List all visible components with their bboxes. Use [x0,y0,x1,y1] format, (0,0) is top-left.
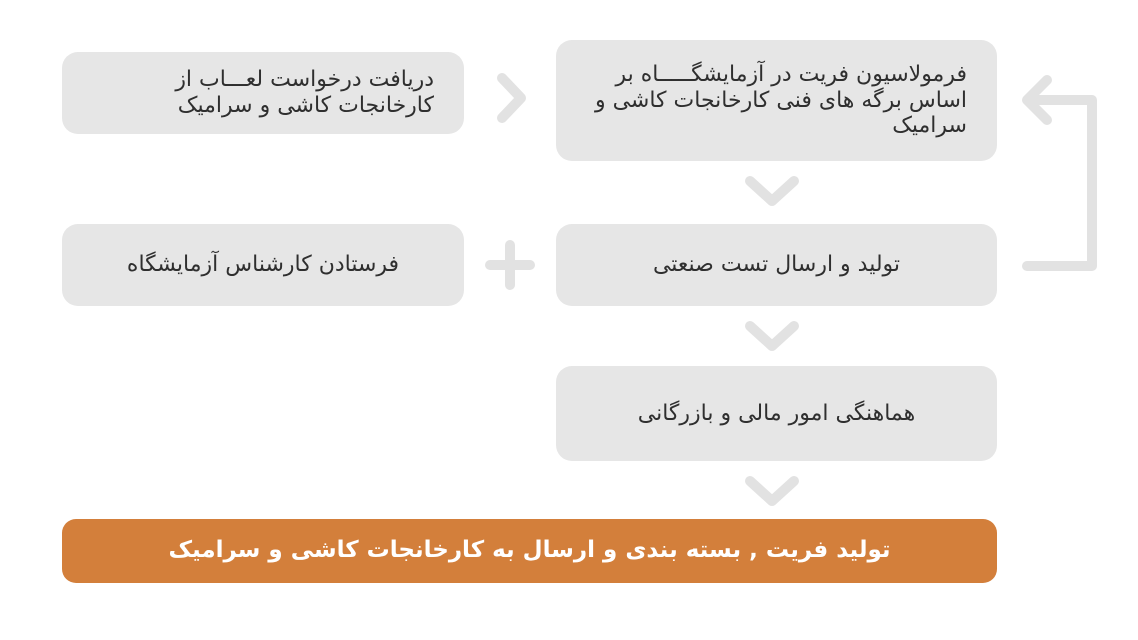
step-formulation-text: فرمولاسیون فریت در آزمایشگـــــاه بر اساس برگه های فنی کارخانجات کاشی و سرامیک [594,61,967,139]
step-final-text: تولید فریت , بسته بندی و ارسال به کارخانجات کاشی و سرامیک [168,537,891,564]
chevron-down-icon [750,326,794,346]
step-coordination-text: هماهنگی امور مالی و بازرگانی [637,400,916,426]
step-industrial-test-box [556,224,997,306]
loop-back-line [1027,100,1092,266]
step-send-expert-box [62,224,464,306]
chevron-down-icon [750,181,794,201]
step-request-text: دریافت درخواست لعـــاب از کارخانجات کاشی و سرامیک [175,67,434,118]
step-send-expert-text: فرستادن کارشناس آزمایشگاه [126,252,400,278]
step-formulation-box [556,40,997,161]
step-coordination-box [556,366,997,461]
step-final-box [62,519,997,583]
step-industrial-test-text: تولید و ارسال تست صنعتی [652,252,901,278]
step-request-box [62,52,464,134]
chevron-right-icon [502,78,521,118]
chevron-down-icon [750,481,794,501]
loop-back-arrow-icon [1027,80,1047,120]
